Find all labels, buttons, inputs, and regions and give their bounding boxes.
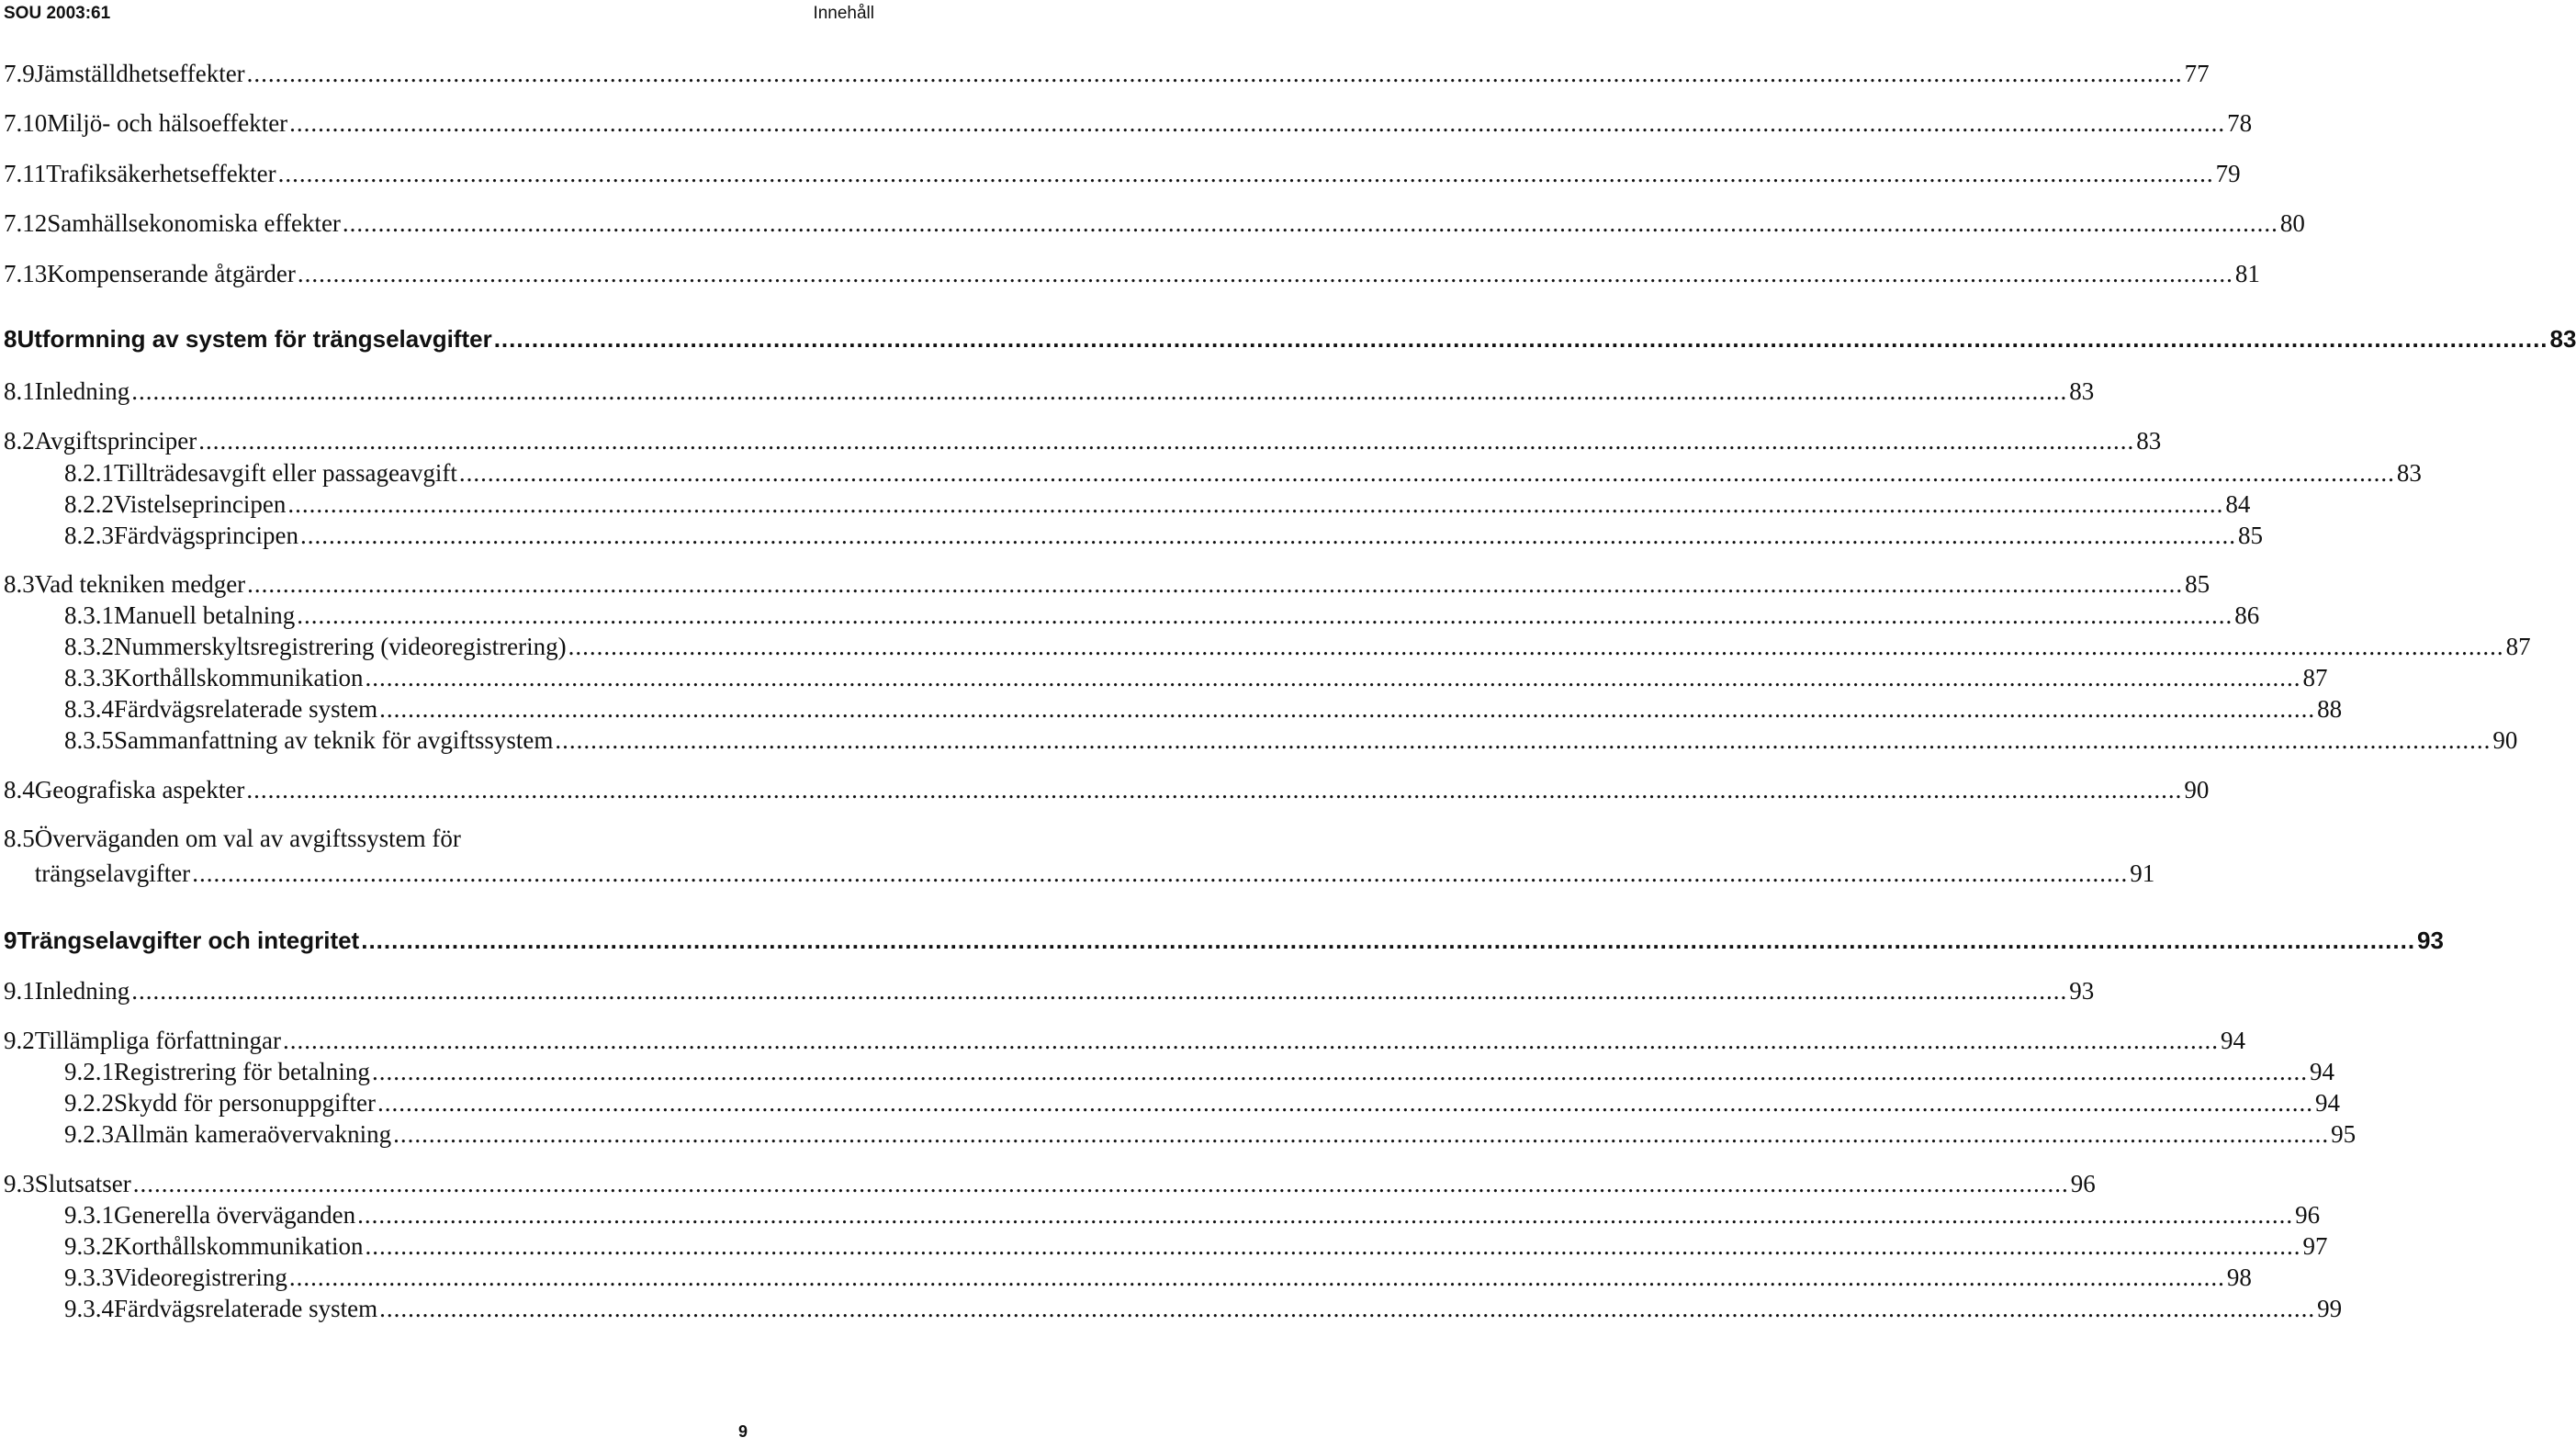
- dot-leader: [494, 324, 2548, 354]
- toc-entry-title: Sammanfattning av teknik för avgiftssystem: [114, 726, 554, 754]
- toc-entry-title: Nummerskyltsregistrering (videoregistrering): [114, 633, 567, 660]
- dot-leader: [393, 1119, 2329, 1149]
- toc-entry-number: 8.2.3: [64, 522, 114, 549]
- toc-entry-page: 93: [2417, 927, 2444, 954]
- toc-entry-title: Geografiska aspekter: [34, 776, 245, 803]
- toc-entry-number: 9.2: [4, 1027, 35, 1054]
- toc-entry-title: Korthållskommunikation: [114, 664, 364, 691]
- toc-entry-number: 8.2.1: [64, 459, 114, 487]
- toc-entry-number: 9.3.4: [64, 1295, 114, 1322]
- toc-entry-number: 8.3.3: [64, 664, 114, 691]
- toc-entry-number: 8.4: [4, 776, 35, 803]
- dot-leader: [365, 663, 2300, 692]
- toc-entry-page: 93: [2069, 977, 2095, 1005]
- toc-entry[interactable]: [4, 1119, 2357, 1149]
- toc-entry-page: 98: [2226, 1264, 2252, 1291]
- dot-leader: [131, 376, 2067, 406]
- toc-entry-page: 88: [2317, 695, 2343, 723]
- toc-entry-page: 96: [2295, 1201, 2321, 1229]
- toc-entry[interactable]: [4, 632, 2531, 661]
- toc-entry[interactable]: [4, 663, 2328, 692]
- toc-entry[interactable]: [4, 489, 2251, 519]
- toc-entry-title: Avgiftsprinciper: [34, 427, 197, 455]
- dot-leader: [298, 259, 2233, 288]
- toc-entry[interactable]: [4, 1294, 2343, 1323]
- dot-leader: [133, 1169, 2069, 1198]
- toc-entry-number: 8.3: [4, 570, 35, 598]
- toc-entry-number: 9.3.1: [64, 1201, 114, 1229]
- toc-entry[interactable]: [4, 1057, 2334, 1086]
- toc-entry[interactable]: [4, 926, 2444, 955]
- toc-entry-number: 8: [4, 325, 17, 353]
- toc-entry[interactable]: [4, 725, 2518, 755]
- toc-entry-page: 81: [2234, 260, 2260, 287]
- toc-entry-number: 8.3.4: [64, 695, 114, 723]
- toc-entry[interactable]: [4, 208, 2305, 238]
- toc-entry-page: 86: [2234, 601, 2260, 629]
- toc-entry[interactable]: [4, 1200, 2321, 1230]
- toc-entry[interactable]: [4, 775, 2210, 804]
- toc-entry-title: Inledning: [34, 377, 130, 405]
- toc-entry-page: 90: [2492, 726, 2518, 754]
- toc-entry[interactable]: [4, 458, 2422, 488]
- toc-entry-page: 87: [2302, 664, 2328, 691]
- toc-entry[interactable]: [4, 824, 2155, 890]
- toc-entry-page: 79: [2215, 160, 2241, 187]
- toc-entry-title: Samhällsekonomiska effekter: [47, 209, 341, 237]
- toc-entry[interactable]: [4, 601, 2260, 630]
- toc-entry-title: Skydd för personuppgifter: [114, 1089, 376, 1117]
- toc-entry-page: 85: [2185, 570, 2210, 598]
- toc-entry-number: 7.11: [4, 160, 47, 187]
- toc-entry-number: 9.1: [4, 977, 35, 1005]
- toc-entry[interactable]: [4, 694, 2343, 724]
- toc-entry-number: 8.5: [4, 825, 35, 852]
- toc-entry-title: Färdvägsrelaterade system: [114, 1295, 378, 1322]
- toc-entry-title: Tillträdesavgift eller passageavgift: [114, 459, 457, 487]
- toc-entry-title: Färdvägsrelaterade system: [114, 695, 378, 723]
- dot-leader: [372, 1057, 2308, 1086]
- dot-leader: [365, 1231, 2300, 1261]
- toc-entry-number: 8.2.2: [64, 490, 114, 518]
- toc-entry-page: 97: [2302, 1232, 2328, 1260]
- toc-entry[interactable]: [4, 1026, 2245, 1055]
- toc-entry-page: 83: [2136, 427, 2162, 455]
- dot-leader: [247, 569, 2183, 599]
- toc-entry[interactable]: [4, 259, 2260, 288]
- toc-entry[interactable]: [4, 1088, 2340, 1118]
- toc-entry-page: 87: [2505, 633, 2531, 660]
- toc-entry-title: Generella överväganden: [114, 1201, 356, 1229]
- toc-entry-title: Utformning av system för trängselavgifter: [17, 325, 492, 353]
- toc-entry-title: Trafiksäkerhetseffekter: [46, 160, 276, 187]
- dot-leader: [246, 775, 2182, 804]
- toc-entry-page: 78: [2227, 109, 2253, 137]
- toc-entry-number: 7.13: [4, 260, 48, 287]
- toc-entry-title-continued: trängselavgifter: [34, 859, 191, 887]
- toc-entry-page: 83: [2396, 459, 2422, 487]
- toc-entry-page: 84: [2225, 490, 2251, 518]
- toc-entry-number: 7.10: [4, 109, 48, 137]
- dot-leader: [192, 859, 2128, 888]
- toc-entry-number: 8.3.5: [64, 726, 114, 754]
- toc-entry-title: Manuell betalning: [114, 601, 296, 629]
- toc-entry-page: 94: [2220, 1027, 2245, 1054]
- toc-entry[interactable]: [4, 521, 2263, 550]
- dot-leader: [361, 926, 2415, 955]
- dot-leader: [287, 489, 2223, 519]
- dot-leader: [379, 694, 2315, 724]
- dot-leader: [278, 159, 2214, 188]
- toc-entry[interactable]: [4, 324, 2576, 354]
- toc-entry-page: 85: [2237, 522, 2263, 549]
- dot-leader: [289, 108, 2225, 138]
- dot-leader: [377, 1088, 2313, 1118]
- toc-entry-number: 8.2: [4, 427, 35, 455]
- toc-entry[interactable]: [4, 376, 2095, 406]
- dot-leader: [379, 1294, 2315, 1323]
- toc-entry-page: 77: [2184, 60, 2210, 87]
- dot-leader: [289, 1263, 2225, 1292]
- toc-entry-title: Tillämpliga författningar: [34, 1027, 281, 1054]
- toc-entry[interactable]: [4, 569, 2210, 599]
- toc-entry[interactable]: [4, 108, 2253, 138]
- toc-entry-number: 9.2.3: [64, 1120, 114, 1148]
- toc-entry-page: 80: [2279, 209, 2305, 237]
- toc-entry-page: 94: [2314, 1089, 2340, 1117]
- toc-entry[interactable]: [4, 1169, 2096, 1198]
- dot-leader: [300, 521, 2236, 550]
- dot-leader: [555, 725, 2491, 755]
- toc-entry-title: Inledning: [34, 977, 130, 1005]
- toc-entry-number: 9.2.1: [64, 1058, 114, 1085]
- toc-entry-number: 7.9: [4, 60, 35, 87]
- toc-entry-title: Miljö- och hälsoeffekter: [47, 109, 288, 137]
- toc-entry[interactable]: [4, 1263, 2252, 1292]
- toc-entry-title: Vad tekniken medger: [34, 570, 246, 598]
- toc-entry-title: Videoregistrering: [114, 1264, 287, 1291]
- toc-entry-number: 7.12: [4, 209, 48, 237]
- dot-leader: [568, 632, 2504, 661]
- toc-entry-number: 9: [4, 927, 17, 954]
- toc-entry[interactable]: [4, 426, 2162, 455]
- dot-leader: [297, 601, 2233, 630]
- toc-entry-title: Jämställdhetseffekter: [34, 60, 245, 87]
- toc-entry-number: 9.3: [4, 1170, 35, 1197]
- toc-entry[interactable]: [4, 59, 2210, 88]
- toc-entry-number: 9.2.2: [64, 1089, 114, 1117]
- toc-entry-number: 9.3.2: [64, 1232, 114, 1260]
- toc-entry[interactable]: [4, 1231, 2328, 1261]
- toc-entry-number: 8.1: [4, 377, 35, 405]
- toc-entry-title: Färdvägsprincipen: [114, 522, 298, 549]
- toc-entry-title: Registrering för betalning: [114, 1058, 370, 1085]
- toc-entry-page: 94: [2309, 1058, 2334, 1085]
- toc-entry-page: 95: [2331, 1120, 2357, 1148]
- page-number: 9: [737, 1422, 748, 1441]
- running-header-left: SOU 2003:61: [4, 4, 111, 23]
- toc-entry-title: Vistelseprincipen: [114, 490, 287, 518]
- toc-entry[interactable]: [4, 159, 2241, 188]
- toc-entry-page: 99: [2317, 1295, 2343, 1322]
- dot-leader: [357, 1200, 2293, 1230]
- dot-leader: [343, 208, 2278, 238]
- toc-entry-title: Kompenserande åtgärder: [47, 260, 296, 287]
- toc-entry-title: Allmän kameraövervakning: [114, 1120, 392, 1148]
- toc-entry-number: 8.3.2: [64, 633, 114, 660]
- toc-entry-title: Slutsatser: [34, 1170, 131, 1197]
- toc-entry-page: 91: [2130, 859, 2155, 887]
- toc-entry-title: Korthållskommunikation: [114, 1232, 364, 1260]
- dot-leader: [247, 59, 2183, 88]
- toc-entry-page: 83: [2549, 325, 2576, 353]
- toc-entry-page: 83: [2069, 377, 2095, 405]
- dot-leader: [131, 976, 2067, 1005]
- toc-entry-page: 90: [2184, 776, 2210, 803]
- dot-leader: [198, 426, 2134, 455]
- toc-entry-number: 8.3.1: [64, 601, 114, 629]
- toc-entry-number: 9.3.3: [64, 1264, 114, 1291]
- toc-entry-title: Trängselavgifter och integritet: [17, 927, 360, 954]
- dot-leader: [459, 458, 2395, 488]
- toc-entry[interactable]: [4, 976, 2095, 1005]
- toc-entry-title: Överväganden om val av avgiftssystem för: [34, 825, 461, 852]
- toc-entry-page: 96: [2070, 1170, 2096, 1197]
- running-header-right: Innehåll: [813, 4, 874, 23]
- dot-leader: [283, 1026, 2219, 1055]
